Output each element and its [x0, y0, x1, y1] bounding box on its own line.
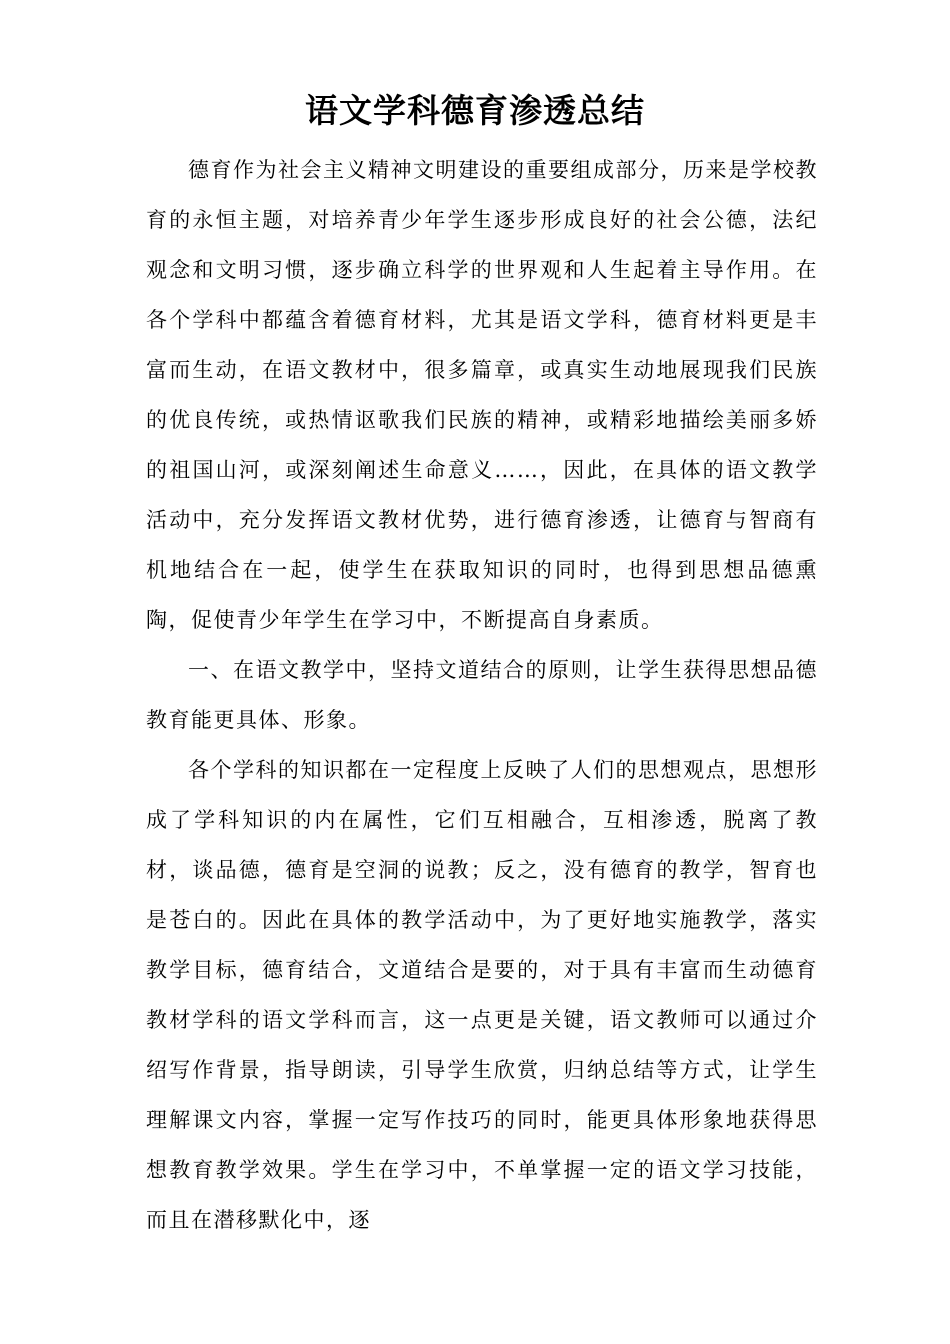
- paragraph-intro: 德育作为社会主义精神文明建设的重要组成部分，历来是学校教育的永恒主题，对培养青少年学生逐步形成良好的社会公德，法纪观念和文明习惯，逐步确立科学的世界观和人生起着主导作用。在各个学科中都蕴含着德育材料，尤其是语文学科，德育材料更是丰富而生动，在语文教材中，很多篇章，或真实生动地展现我们民族的优良传统，或热情讴歌我们民族的精神，或精彩地描绘美丽多娇的祖国山河，或深刻阐述生命意义……，因此，在具体的语文教学活动中，充分发挥语文教材优势，进行德育渗透，让德育与智商有机地结合在一起，使学生在获取知识的同时，也得到思想品德熏陶，促使青少年学生在学习中，不断提高自身素质。: [146, 158, 818, 632]
- document-body: [146, 145, 818, 1245]
- paragraph-section-body: 各个学科的知识都在一定程度上反映了人们的思想观点，思想形成了学科知识的内在属性，它们互相融合，互相渗透，脱离了教材，谈品德，德育是空洞的说教；反之，没有德育的教学，智育也是苍白的。因此在具体的教学活动中，为了更好地实施教学，落实教学目标，德育结合，文道结合是要的，对于具有丰富而生动德育教材学科的语文学科而言，这一点更是关键，语文教师可以通过介绍写作背景，指导朗读，引导学生欣赏，归纳总结等方式，让学生理解课文内容，掌握一定写作技巧的同时，能更具体形象地获得思想教育教学效果。学生在学习中，不单掌握一定的语文学习技能，而且在潜移默化中，逐: [146, 758, 818, 1232]
- paragraph-section-heading: 一、在语文教学中，坚持文道结合的原则，让学生获得思想品德教育能更具体、形象。: [146, 658, 818, 732]
- document-title: 语文学科德育渗透总结: [305, 91, 645, 130]
